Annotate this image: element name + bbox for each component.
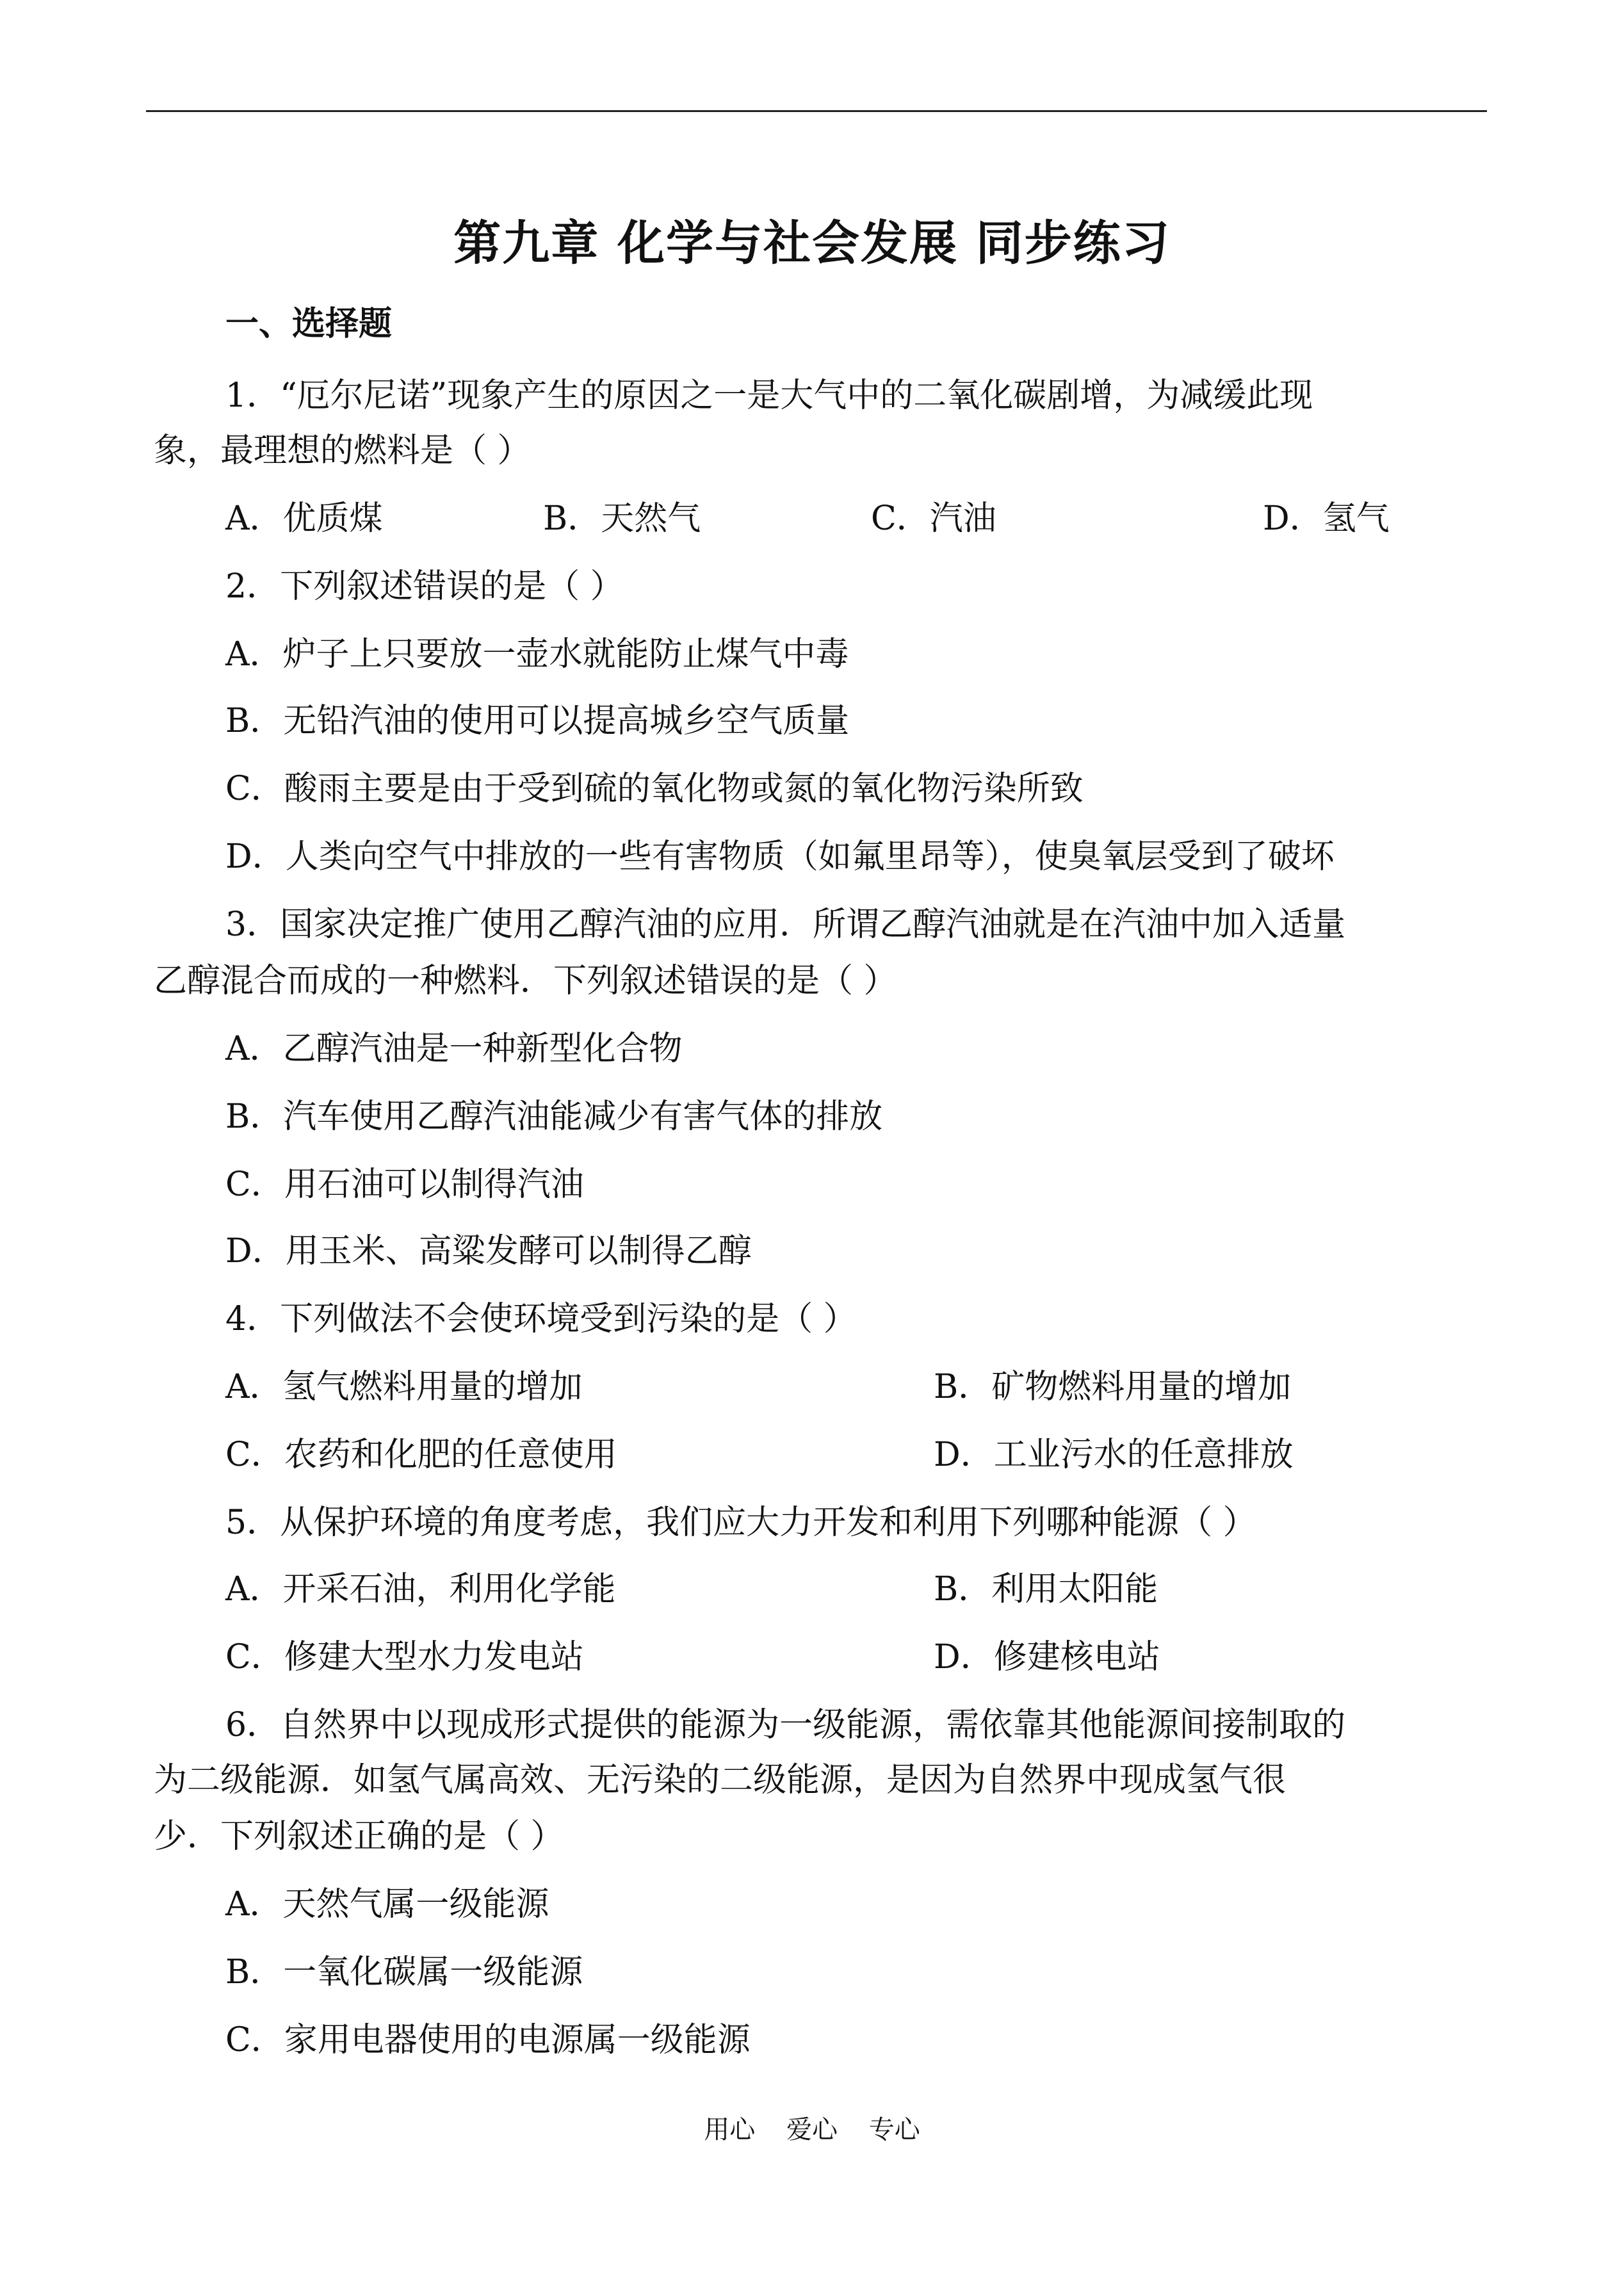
q1-stem-line2: 象，最理想的燃料是（ ）: [154, 432, 531, 470]
section-heading: 一、选择题: [225, 305, 393, 343]
q2-option-c: C．酸雨主要是由于受到硫的氧化物或氮的氧化物污染所致: [225, 770, 1084, 808]
q5-option-a: A．开采石油，利用化学能: [225, 1570, 616, 1609]
q3-stem-line1: 3．国家决定推广使用乙醇汽油的应用．所谓乙醇汽油就是在汽油中加入适量: [225, 905, 1346, 944]
q5-option-c: C．修建大型水力发电站: [225, 1638, 584, 1676]
q2-option-a: A．炉子上只要放一壶水就能防止煤气中毒: [225, 635, 849, 674]
q4-option-a: A．氢气燃料用量的增加: [225, 1368, 583, 1406]
footer-text-left: 用心: [704, 2115, 756, 2145]
q6-option-b: B．一氧化碳属一级能源: [225, 1953, 583, 1991]
footer-text-right: 专心: [868, 2115, 920, 2145]
header-rule: [146, 110, 1487, 112]
q3-option-d: D．用玉米、高粱发酵可以制得乙醇: [225, 1232, 752, 1270]
q3-option-b: B．汽车使用乙醇汽油能减少有害气体的排放: [225, 1098, 883, 1136]
q4-stem: 4．下列做法不会使环境受到污染的是（ ）: [225, 1300, 857, 1338]
q3-option-c: C．用石油可以制得汽油: [225, 1165, 584, 1204]
q2-option-d: D．人类向空气中排放的一些有害物质（如氟里昂等），使臭氧层受到了破坏: [225, 838, 1335, 876]
q6-option-c: C．家用电器使用的电源属一级能源: [225, 2021, 751, 2059]
page-footer: [0, 2111, 1624, 2149]
q4-option-c: C．农药和化肥的任意使用: [225, 1436, 617, 1474]
page-title: 第九章 化学与社会发展 同步练习: [453, 216, 1171, 271]
q1-option-c: C．汽油: [871, 499, 996, 538]
q4-option-b: B．矿物燃料用量的增加: [934, 1368, 1292, 1406]
q1-option-b: B．天然气: [543, 499, 701, 538]
q5-option-d: D．修建核电站: [934, 1638, 1160, 1676]
q6-stem-line3: 少．下列叙述正确的是（ ）: [154, 1817, 564, 1856]
q3-option-a: A．乙醇汽油是一种新型化合物: [225, 1030, 683, 1068]
q5-option-b: B．利用太阳能: [934, 1570, 1158, 1609]
q2-stem: 2．下列叙述错误的是（ ）: [225, 567, 624, 606]
q1-option-a: A．优质煤: [225, 499, 383, 538]
q2-option-b: B．无铅汽油的使用可以提高城乡空气质量: [225, 702, 850, 740]
q4-option-d: D．工业污水的任意排放: [934, 1436, 1294, 1474]
q6-option-a: A．天然气属一级能源: [225, 1885, 549, 1924]
q1-stem-line1: 1．“厄尔尼诺”现象产生的原因之一是大气中的二氧化碳剧增，为减缓此现: [225, 377, 1313, 415]
q1-option-d: D．氢气: [1263, 499, 1390, 538]
q6-stem-line1: 6．自然界中以现成形式提供的能源为一级能源，需依靠其他能源间接制取的: [225, 1706, 1346, 1744]
q5-stem: 5．从保护环境的角度考虑，我们应大力开发和利用下列哪种能源（ ）: [225, 1504, 1256, 1542]
q6-stem-line2: 为二级能源．如氢气属高效、无污染的二级能源，是因为自然界中现成氢气很: [154, 1761, 1287, 1799]
footer-text-middle: 爱心: [786, 2115, 838, 2145]
q3-stem-line2: 乙醇混合而成的一种燃料．下列叙述错误的是（ ）: [154, 962, 897, 1000]
